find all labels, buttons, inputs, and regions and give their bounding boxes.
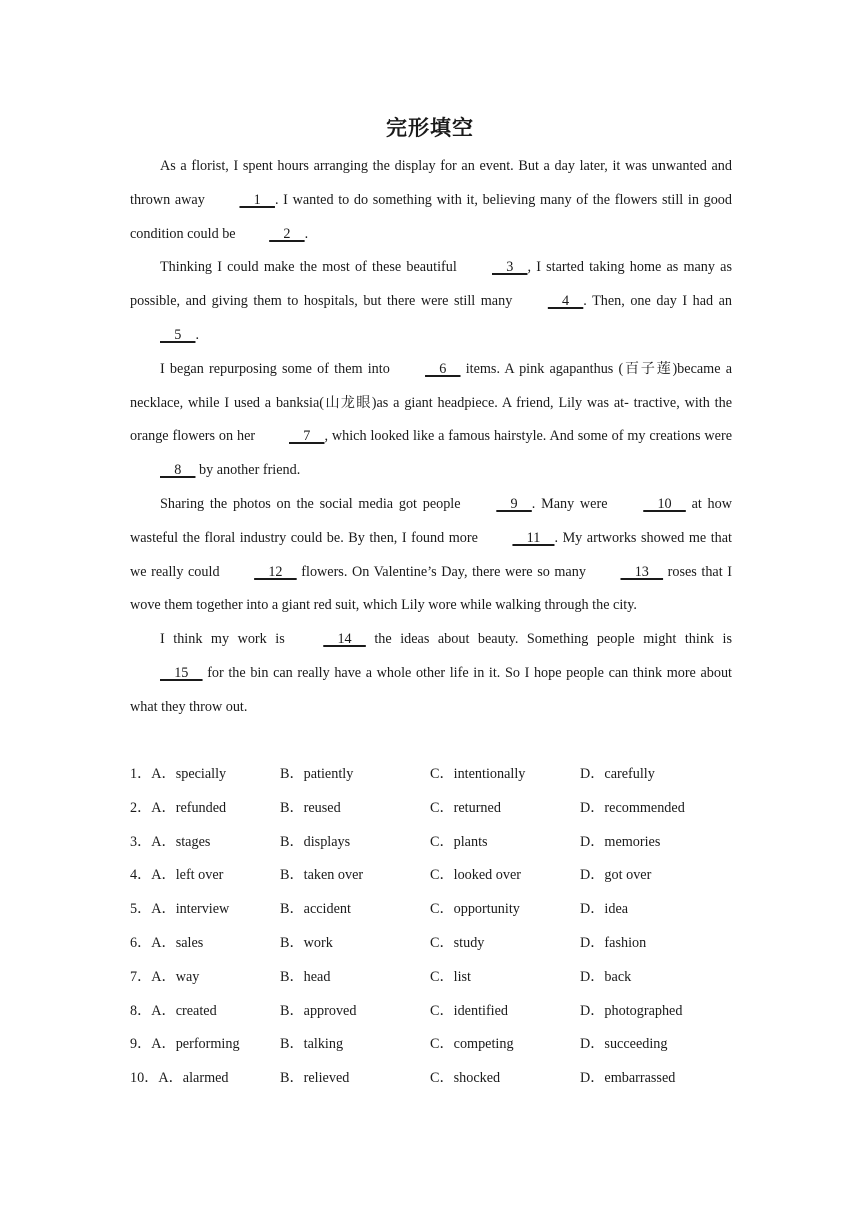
option-b: B．reused [280,799,341,816]
option-d: D．fashion [580,934,647,951]
passage-paragraph [130,150,732,251]
blank-number: 9 [496,495,532,512]
question-row [130,758,730,792]
question-row [130,893,730,927]
option-a: 9．A．performing [130,1036,240,1053]
passage-text: items. A pink agapanthus (百子莲)became a necklace, while I used a banksia(山龙眼)as a giant headpiece. A friend, Lily was at- tractive, with the orange flowers on her [130,360,733,445]
cloze-passage [130,150,732,725]
blank-number: 4 [547,293,584,310]
option-a: 10．A．alarmed [130,1070,229,1087]
passage-text: I think my work is [160,631,294,648]
option-c: C．identified [430,1002,509,1019]
blank-number: 7 [289,428,325,445]
option-d: D．photographed [580,1002,683,1019]
blank-number: 13 [620,563,664,580]
passage-text: Sharing the photos on the social media got people [160,495,467,512]
option-d: D．back [580,968,632,985]
passage-text: I began repurposing some of them into [160,360,396,377]
option-a: 1．A．specially [130,766,227,782]
passage-text: , I started taking home as many as possible, and giving them to hospitals, but there were still many [130,259,733,310]
passage-text: by another friend. [195,462,301,479]
option-d: D．embarrassed [580,1070,676,1087]
option-d: D．got over [580,867,652,884]
passage-paragraph [130,623,732,724]
passage-text: roses that I wove them together into a giant red suit, which Lily wore while walking through the city. [130,563,732,614]
question-row [130,1062,730,1096]
passage-text: . [304,225,309,242]
option-a: 6．A．sales [130,934,204,951]
question-row [130,995,730,1029]
option-c: C．returned [430,799,501,816]
option-d: D．carefully [580,766,655,782]
passage-paragraph [130,488,732,623]
passage-text: for the bin can really have a whole other life in it. So I hope people can think more about what they throw out. [130,664,732,715]
option-b: B．head [280,968,331,985]
option-b: B．approved [280,1002,357,1019]
passage-text: . Many were [531,495,614,512]
option-a: 2．A．refunded [130,799,227,816]
passage-text: at how wasteful the floral industry could be. By then, I found more [130,495,732,546]
passage-paragraph [130,251,732,352]
passage-text: . My artworks showed me that we really could [130,529,732,580]
blank-number: 10 [643,495,686,512]
option-d: D．recommended [580,799,685,816]
option-b: B．displays [280,833,351,850]
blank-number: 15 [160,664,203,681]
option-a: 4．A．left over [130,867,224,884]
option-b: B．accident [280,901,351,918]
option-a: 8．A．created [130,1002,217,1019]
option-d: D．idea [580,901,629,918]
question-row [130,961,730,995]
blank-number: 8 [160,462,196,479]
option-c: C．study [430,934,485,951]
passage-text: flowers. On Valentine’s Day, there were so many [296,563,591,580]
blank-number: 6 [425,360,461,377]
question-row [130,826,730,860]
question-row [130,792,730,826]
option-c: C．opportunity [430,901,520,918]
blank-number: 1 [239,191,275,208]
option-d: D．succeeding [580,1036,668,1053]
question-row [130,859,730,893]
passage-text: the ideas about beauty. Something people might think is [365,631,733,648]
blank-number: 12 [254,563,297,580]
option-b: B．relieved [280,1070,350,1087]
option-c: C．intentionally [430,766,526,782]
blank-number: 2 [269,225,305,242]
passage-paragraph [130,353,732,488]
option-c: C．shocked [430,1070,501,1087]
blank-number: 14 [323,631,366,648]
option-a: 5．A．interview [130,901,230,918]
option-c: C．competing [430,1036,514,1053]
passage-text: . I wanted to do something with it, believing many of the flowers still in good condition could be [130,191,732,242]
passage-text: . Then, one day I had an [583,293,733,310]
passage-text: As a florist, I spent hours arranging the display for an event. But a day later, it was unwanted and thrown away [130,158,732,208]
blank-number: 3 [492,259,528,276]
option-b: B．taken over [280,867,364,884]
passage-text: . [195,326,200,343]
blank-number: 11 [512,529,555,546]
option-b: B．talking [280,1036,344,1053]
option-c: C．looked over [430,867,522,884]
option-a: 7．A．way [130,968,200,985]
question-row [130,1028,730,1062]
option-c: C．plants [430,833,488,850]
option-d: D．memories [580,833,661,850]
answer-options [130,758,730,1096]
page-title: 完形填空 [386,116,474,140]
passage-text: , which looked like a famous hairstyle. And some of my creations were [324,428,732,445]
passage-text: Thinking I could make the most of these beautiful [160,259,462,276]
question-row [130,927,730,961]
blank-number: 5 [160,326,196,343]
option-b: B．work [280,934,333,951]
option-c: C．list [430,968,471,985]
option-a: 3．A．stages [130,833,211,850]
option-b: B．patiently [280,766,354,782]
